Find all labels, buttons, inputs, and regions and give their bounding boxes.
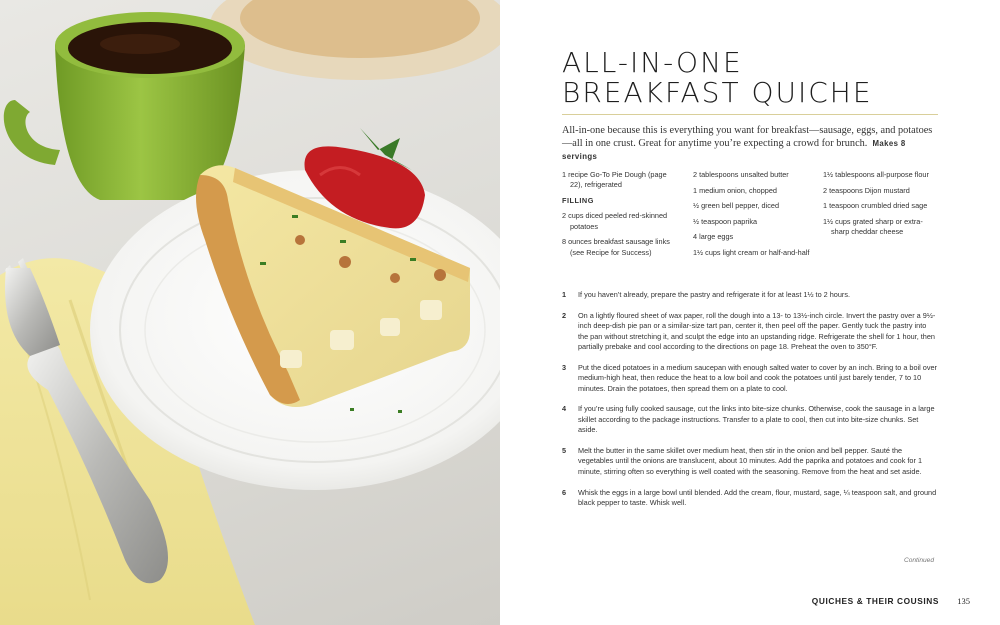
section-name: QUICHES & THEIR COUSINS [811,596,939,606]
ingredient-item: 1½ cups grated sharp or extra-sharp cheddar cheese [823,216,923,237]
step-text: On a lightly floured sheet of wax paper, roll the dough into a 13- to 13½-inch circle. Invert the pastry over a 9½-inch deep-dish pie pan or a similar-size tart pan, center it, then peel off the paper. Gently tuck the pastry into the pan without stretching it, and sculpt the edge into an upstanding ridge. Refrigerate the shell for 1 hour, then partially prebake and cool according to the directions on page 18. Preheat the oven to 350°F. [578,310,936,352]
step-number: 2 [562,310,567,320]
step-3 [562,363,938,394]
ingredient-item: 1 recipe Go-To Pie Dough (page 22), refrigerated [562,170,667,190]
step-text: Put the diced potatoes in a medium saucepan with enough salted water to cover by an inch. Bring to a boil over medium-high heat, then reduce the heat to a low boil and cook the potatoes until just barely tender, 7 to 10 minutes. Drain the potatoes, then spread them on a plate to cool. [578,362,937,393]
ingredient-item: 1 teaspoon crumbled dried sage [823,201,928,211]
step-number: 5 [562,446,567,456]
step-number: 3 [562,362,567,372]
ingredients-column-1 [562,170,680,263]
pie-dish [210,0,500,80]
step-text: If you’re using fully cooked sausage, cut the links into bite-size chunks. Otherwise, cook the sausage in a large skillet according to the package instructions. Transfer to a plate to cool, then cut into bite-size chunks. Set aside. [578,404,935,435]
recipe-steps [562,290,938,519]
ingredients-column-2 [693,170,811,264]
recipe-title [562,48,873,108]
title-divider [562,114,938,115]
step-number: 4 [562,404,567,414]
step-number: 6 [562,487,567,497]
ingredients-column-3 [823,170,941,243]
servings: Makes 8 servings [562,139,906,161]
ingredient-item: 1½ cups light cream or half-and-half [693,247,810,257]
ingredient-item: 2 teaspoons Dijon mustard [823,185,910,195]
intro-text: All-in-one because this is everything you want for breakfast—sausage, eggs, and potatoes—all in one crust. Great for anytime you’re expecting a crowd for brunch. [562,125,933,149]
step-5 [562,446,938,477]
step-4 [562,404,938,435]
filling-heading: FILLING [562,196,594,205]
step-6 [562,488,938,509]
ingredient-item: 8 ounces breakfast sausage links (see Recipe for Success) [562,237,670,257]
ingredient-item: ½ teaspoon paprika [693,216,758,226]
ingredient-item: 2 cups diced peeled red-skinned potatoes [562,211,668,231]
step-number: 1 [562,290,567,299]
step-1 [562,290,938,300]
recipe-intro [562,124,940,163]
step-2 [562,311,938,353]
ingredient-item: ½ green bell pepper, diced [693,201,780,211]
page-number: 135 [957,596,970,606]
ingredient-item: 2 tablespoons unsalted butter [693,170,789,179]
ingredient-item: 1½ tablespoons all-purpose flour [823,170,929,179]
ingredient-item: 4 large eggs [693,232,734,242]
ingredient-item: 1 medium onion, chopped [693,185,777,195]
recipe-title-line1: ALL-IN-ONE [562,46,743,79]
recipe-title-line2: BREAKFAST QUICHE [562,76,873,109]
step-text: Whisk the eggs in a large bowl until blended. Add the cream, flour, mustard, sage, ¼ teaspoon salt, and ground black pepper to taste. Whisk well. [578,487,937,508]
continued-label: Continued [903,557,934,564]
step-text: Melt the butter in the same skillet over medium heat, then stir in the onion and bell pepper. Sauté the vegetables until the onions are translucent, about 10 minutes. Add the paprika and potatoes and cook for 1 minute, stirring often so everything is well coated with the seasoning. Remove from the heat and set aside. [578,446,922,476]
step-text: If you haven’t already, prepare the pastry and refrigerate it for at least 1½ to 2 hours. [578,290,851,299]
recipe-page [500,0,1000,625]
